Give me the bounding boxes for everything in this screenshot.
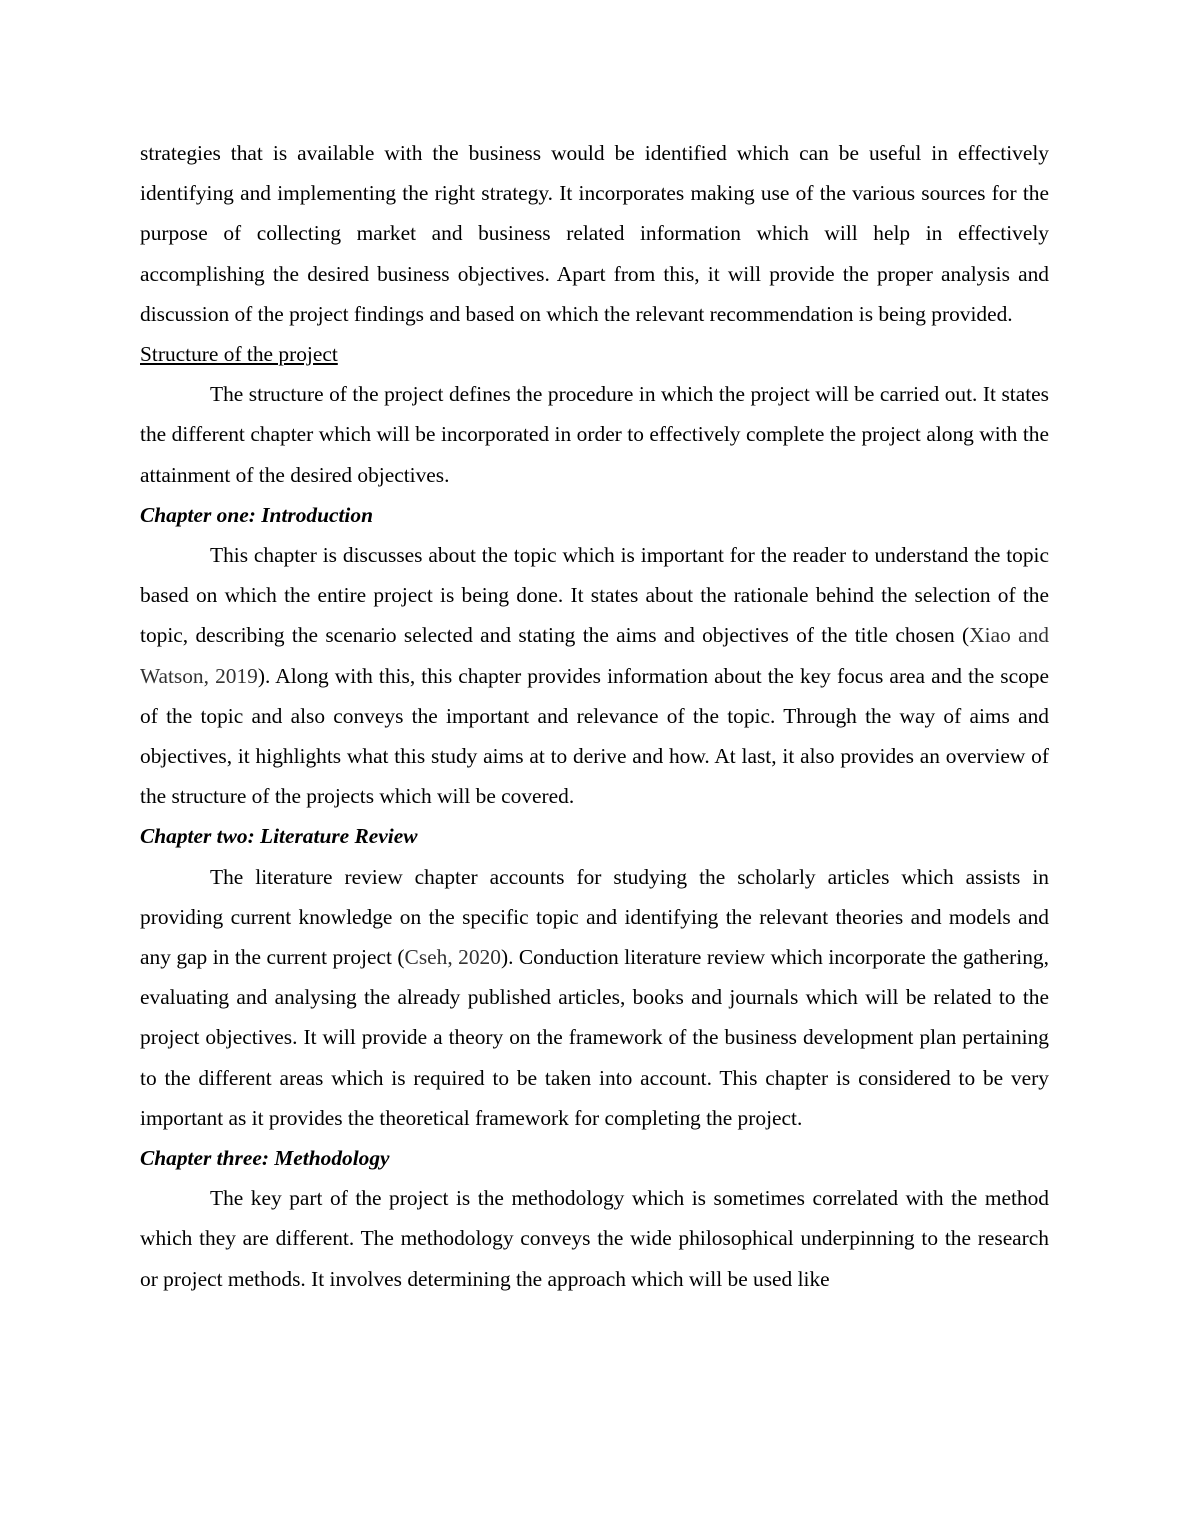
chapter-one-text-before-citation: This chapter is discusses about the topic which is important for the reader to understand the topic based on which the entire project is being done. It states about the rationale behind the selection of the topic, describing the scenario selected and stating the aims and objectives of the title chosen ( — [140, 543, 1049, 648]
chapter-three-heading: Chapter three: Methodology — [140, 1146, 390, 1171]
structure-heading: Structure of the project — [140, 342, 338, 367]
chapter-two-text-before-citation: The literature review chapter accounts for studying the scholarly articles which assists in providing current knowledge on the specific topic and identifying the relevant theories and models and any gap in the current project ( — [140, 864, 1049, 970]
intro-paragraph: strategies that is available with the business would be identified which can be useful in effectively identifying and implementing the right strategy. It incorporates making use of the various sources for the purpose of collecting market and business related information which will help in effectively accomplishing the desired business objectives. Apart from this, it will provide the proper analysis and discussion of the project findings and based on which the relevant recommendation is being provided. — [140, 141, 1049, 326]
chapter-two-citation: Cseh, 2020 — [404, 945, 501, 970]
structure-paragraph: The structure of the project defines the procedure in which the project will be carried out. It states the different chapter which will be incorporated in order to effectively complete the project along with the attainment of the desired objectives. — [140, 382, 1049, 487]
chapter-one-paragraph — [140, 535, 1049, 816]
chapter-one-text-after-citation: ). Along with this, this chapter provides information about the key focus area and the scope of the topic and also conveys the important and relevance of the topic. Through the way of aims and objectives, it highlights what this study aims at to derive and how. At last, it also provides an overview of the structure of the projects which will be covered. — [140, 663, 1049, 809]
chapter-one-heading: Chapter one: Introduction — [140, 502, 373, 527]
chapter-two-heading: Chapter two: Literature Review — [140, 824, 418, 849]
chapter-one-citation: Xiao and Watson, 2019 — [140, 623, 1049, 688]
chapter-two-text-after-citation: ). Conduction literature review which incorporate the gathering, evaluating and analysing the already published articles, books and journals which will be related to the project objectives. It will provide a theory on the framework of the business development plan pertaining to the different areas which is required to be taken into account. This chapter is considered to be very important as it provides the theoretical framework for completing the project. — [140, 945, 1049, 1130]
chapter-two-paragraph — [140, 857, 1049, 1138]
document-page — [140, 133, 1049, 1299]
chapter-three-paragraph: The key part of the project is the methodology which is sometimes correlated with the method which they are different. The methodology conveys the wide philosophical underpinning to the research or project methods. It involves determining the approach which will be used like — [140, 1186, 1049, 1291]
